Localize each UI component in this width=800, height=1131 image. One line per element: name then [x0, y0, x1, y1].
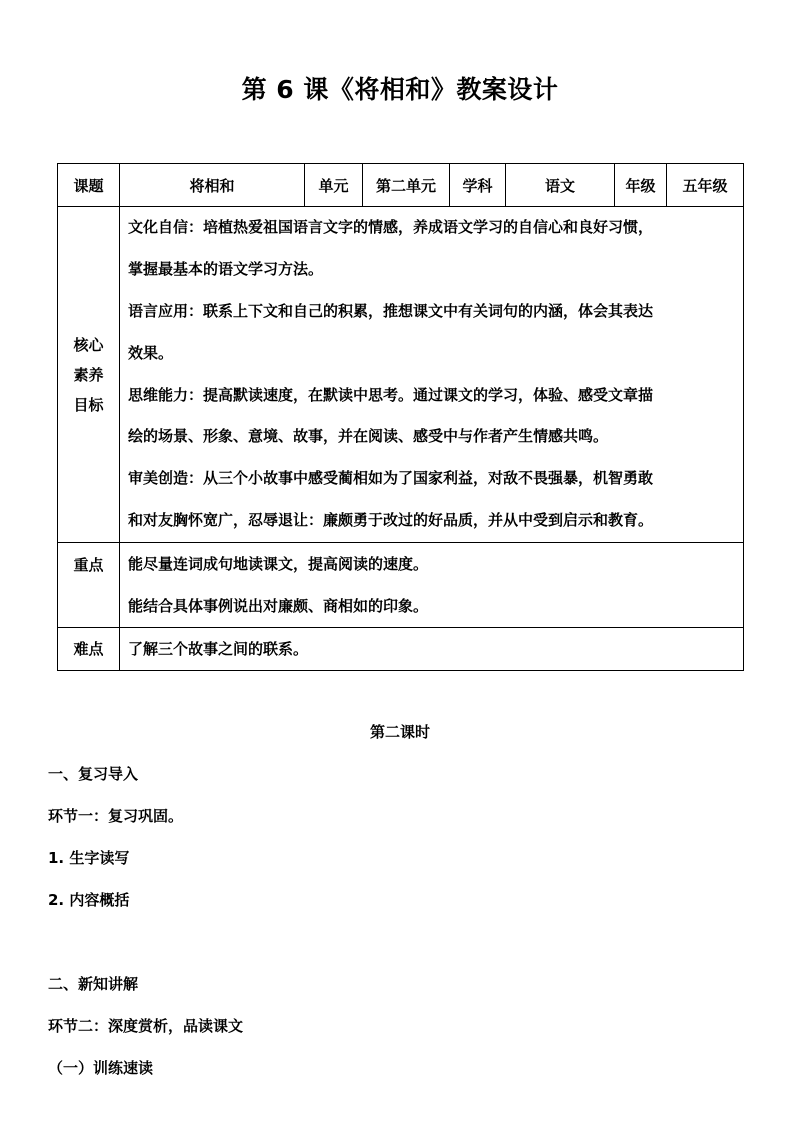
core-goals-label-line: 核心	[73, 335, 104, 354]
section-heading: 二、新知讲解	[48, 975, 139, 993]
core-goals-content	[120, 207, 744, 543]
grade-label: 年级	[615, 164, 667, 207]
core-goals-label	[58, 207, 120, 543]
difficulties-content	[120, 628, 744, 671]
topic-value: 将相和	[120, 164, 305, 207]
core-goals-label-line: 目标	[73, 395, 104, 414]
subsection-heading: （一）训练速读	[48, 1059, 154, 1077]
lesson-heading: 第二课时	[369, 723, 430, 741]
list-item: 2. 内容概括	[48, 891, 130, 909]
core-goal-line: 绘的场景、形象、意境、故事，并在阅读、感受中与作者产生情感共鸣。	[128, 427, 609, 446]
subject-value: 语文	[506, 164, 615, 207]
grade-value: 五年级	[667, 164, 744, 207]
unit-value: 第二单元	[363, 164, 450, 207]
core-goal-line: 语言应用：联系上下文和自己的积累，推想课文中有关词句的内涵，体会其表达	[128, 301, 654, 320]
core-goal-line: 审美创造：从三个小故事中感受蔺相如为了国家利益，对敌不畏强暴，机智勇敢	[128, 469, 654, 488]
difficulties-row	[58, 628, 744, 671]
key-point-line: 能结合具体事例说出对廉颇、商相如的印象。	[128, 597, 429, 615]
unit-label: 单元	[305, 164, 363, 207]
document-title: 第 6 课《将相和》教案设计	[241, 75, 559, 104]
difficulties-label: 难点	[58, 628, 120, 671]
core-goal-line: 效果。	[128, 343, 174, 362]
key-points-row	[58, 543, 744, 628]
lesson-info-table	[57, 163, 744, 671]
key-points-label: 重点	[58, 543, 120, 628]
step-heading: 环节二：深度赏析，品读课文	[48, 1017, 244, 1035]
list-item: 1. 生字读写	[48, 849, 130, 867]
core-goal-line: 思维能力：提高默读速度，在默读中思考。通过课文的学习，体验、感受文章描	[128, 385, 654, 404]
topic-label: 课题	[58, 164, 120, 207]
core-goals-label-line: 素养	[73, 365, 104, 384]
step-heading: 环节一：复习巩固。	[48, 807, 184, 825]
difficulty-line: 了解三个故事之间的联系。	[128, 640, 309, 658]
section-heading: 一、复习导入	[48, 765, 139, 783]
key-point-line: 能尽量连词成句地读课文，提高阅读的速度。	[128, 555, 429, 573]
subject-label: 学科	[450, 164, 506, 207]
key-points-content	[120, 543, 744, 628]
core-goal-line: 文化自信：培植热爱祖国语言文字的情感，养成语文学习的自信心和良好习惯，	[128, 218, 654, 237]
core-goal-line: 和对友胸怀宽广，忍辱退让：廉颇勇于改过的好品质，并从中受到启示和教育。	[128, 510, 654, 529]
core-goals-row	[58, 207, 744, 543]
core-goal-line: 掌握最基本的语文学习方法。	[128, 260, 324, 279]
table-header-row	[58, 164, 744, 207]
